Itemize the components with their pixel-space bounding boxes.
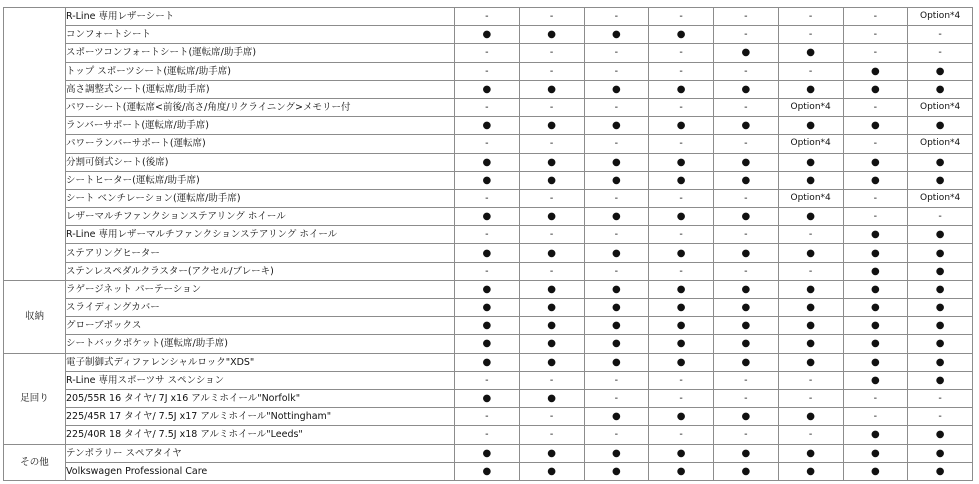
value-cell: ●	[908, 353, 973, 371]
value-cell: ●	[519, 153, 584, 171]
value-cell: ●	[584, 444, 649, 462]
value-cell: -	[714, 389, 779, 407]
value-cell: ●	[714, 44, 779, 62]
value-cell: -	[714, 8, 779, 26]
table-row	[4, 280, 973, 298]
feature-cell: ラゲージネット パーテーション	[66, 280, 455, 298]
value-cell: -	[843, 389, 908, 407]
value-cell: -	[778, 371, 843, 389]
value-cell: -	[649, 8, 714, 26]
value-cell: -	[455, 98, 520, 116]
feature-cell: テンポラリー スペアタイヤ	[66, 444, 455, 462]
table-row	[4, 444, 973, 462]
value-cell: ●	[649, 408, 714, 426]
value-cell: -	[455, 62, 520, 80]
value-cell: -	[455, 426, 520, 444]
value-cell: -	[714, 26, 779, 44]
value-cell: Option*4	[908, 8, 973, 26]
table-row	[4, 371, 973, 389]
value-cell: ●	[843, 117, 908, 135]
value-cell: ●	[843, 244, 908, 262]
value-cell: ●	[455, 317, 520, 335]
value-cell: ●	[778, 280, 843, 298]
value-cell: ●	[455, 353, 520, 371]
value-cell: ●	[908, 317, 973, 335]
value-cell: ●	[714, 280, 779, 298]
value-cell: ●	[519, 299, 584, 317]
value-cell: ●	[908, 226, 973, 244]
value-cell: ●	[455, 171, 520, 189]
value-cell: -	[519, 8, 584, 26]
feature-cell: Volkswagen Professional Care	[66, 462, 455, 480]
value-cell: ●	[455, 444, 520, 462]
feature-cell: パワーランバーサポート(運転席)	[66, 135, 455, 153]
value-cell: ●	[778, 153, 843, 171]
table-row	[4, 98, 973, 116]
value-cell: -	[584, 262, 649, 280]
value-cell: ●	[908, 153, 973, 171]
table-row	[4, 62, 973, 80]
value-cell: -	[455, 44, 520, 62]
value-cell: ●	[455, 335, 520, 353]
value-cell: ●	[843, 80, 908, 98]
value-cell: ●	[584, 353, 649, 371]
value-cell: ●	[649, 80, 714, 98]
value-cell: -	[778, 389, 843, 407]
value-cell: ●	[778, 171, 843, 189]
value-cell: -	[843, 8, 908, 26]
value-cell: ●	[519, 462, 584, 480]
feature-cell: R-Line 専用レザーシート	[66, 8, 455, 26]
feature-cell: レザーマルチファンクションステアリング ホイール	[66, 208, 455, 226]
feature-cell: ステンレスペダルクラスター(アクセル/ブレーキ)	[66, 262, 455, 280]
feature-cell: グローブボックス	[66, 317, 455, 335]
value-cell: ●	[778, 299, 843, 317]
category-cell: 足回り	[4, 353, 66, 444]
table-row	[4, 226, 973, 244]
category-cell: 収納	[4, 280, 66, 353]
value-cell: ●	[908, 444, 973, 462]
value-cell: ●	[778, 244, 843, 262]
value-cell: -	[908, 44, 973, 62]
value-cell: ●	[455, 26, 520, 44]
category-cell: その他	[4, 444, 66, 480]
value-cell: ●	[519, 280, 584, 298]
value-cell: ●	[908, 426, 973, 444]
table-row	[4, 353, 973, 371]
value-cell: ●	[649, 317, 714, 335]
table-row	[4, 208, 973, 226]
value-cell: ●	[908, 62, 973, 80]
value-cell: -	[908, 389, 973, 407]
value-cell: ●	[584, 280, 649, 298]
value-cell: ●	[584, 408, 649, 426]
feature-cell: ランバーサポート(運転席/助手席)	[66, 117, 455, 135]
feature-cell: シート ベンチレーション(運転席/助手席)	[66, 189, 455, 207]
table-row	[4, 244, 973, 262]
feature-cell: シートヒーター(運転席/助手席)	[66, 171, 455, 189]
value-cell: -	[714, 135, 779, 153]
value-cell: ●	[843, 262, 908, 280]
value-cell: ●	[455, 389, 520, 407]
value-cell: -	[714, 426, 779, 444]
category-cell	[4, 8, 66, 281]
value-cell: -	[843, 98, 908, 116]
table-row	[4, 262, 973, 280]
value-cell: -	[455, 226, 520, 244]
value-cell: -	[584, 426, 649, 444]
value-cell: -	[778, 226, 843, 244]
value-cell: ●	[455, 153, 520, 171]
value-cell: ●	[649, 244, 714, 262]
feature-cell: トップ スポーツシート(運転席/助手席)	[66, 62, 455, 80]
table-row	[4, 317, 973, 335]
value-cell: -	[649, 389, 714, 407]
value-cell: -	[649, 262, 714, 280]
value-cell: ●	[584, 244, 649, 262]
value-cell: -	[649, 371, 714, 389]
value-cell: ●	[714, 353, 779, 371]
value-cell: ●	[714, 462, 779, 480]
value-cell: ●	[455, 117, 520, 135]
value-cell: ●	[714, 408, 779, 426]
value-cell: Option*4	[908, 98, 973, 116]
table-row	[4, 389, 973, 407]
feature-cell: 電子制御式ディファレンシャルロック"XDS"	[66, 353, 455, 371]
value-cell: -	[519, 371, 584, 389]
value-cell: -	[843, 208, 908, 226]
value-cell: ●	[519, 208, 584, 226]
table-row	[4, 8, 973, 26]
feature-cell: 205/55R 16 タイヤ/ 7J x16 アルミホイール"Norfolk"	[66, 389, 455, 407]
value-cell: ●	[519, 26, 584, 44]
value-cell: Option*4	[778, 189, 843, 207]
value-cell: ●	[649, 153, 714, 171]
value-cell: -	[714, 262, 779, 280]
value-cell: ●	[778, 44, 843, 62]
value-cell: ●	[455, 462, 520, 480]
value-cell: -	[908, 408, 973, 426]
value-cell: ●	[649, 335, 714, 353]
value-cell: ●	[714, 299, 779, 317]
value-cell: ●	[778, 208, 843, 226]
value-cell: ●	[778, 317, 843, 335]
value-cell: ●	[649, 280, 714, 298]
value-cell: ●	[908, 80, 973, 98]
feature-cell: 225/45R 17 タイヤ/ 7.5J x17 アルミホイール"Nottingham"	[66, 408, 455, 426]
value-cell: ●	[843, 226, 908, 244]
feature-cell: 高さ調整式シート(運転席/助手席)	[66, 80, 455, 98]
table-row	[4, 299, 973, 317]
value-cell: -	[584, 44, 649, 62]
value-cell: ●	[714, 444, 779, 462]
value-cell: -	[519, 135, 584, 153]
table-row	[4, 426, 973, 444]
value-cell: ●	[714, 153, 779, 171]
value-cell: -	[649, 226, 714, 244]
value-cell: ●	[778, 408, 843, 426]
value-cell: ●	[778, 444, 843, 462]
value-cell: ●	[584, 80, 649, 98]
feature-cell: シートバックポケット(運転席/助手席)	[66, 335, 455, 353]
value-cell: -	[714, 189, 779, 207]
value-cell: -	[714, 62, 779, 80]
value-cell: ●	[908, 244, 973, 262]
value-cell: ●	[584, 299, 649, 317]
value-cell: ●	[714, 117, 779, 135]
value-cell: ●	[908, 280, 973, 298]
value-cell: ●	[519, 317, 584, 335]
value-cell: ●	[714, 317, 779, 335]
feature-cell: パワーシート(運転席<前後/高さ/角度/リクライニング>メモリー付	[66, 98, 455, 116]
feature-cell: スライディングカバー	[66, 299, 455, 317]
value-cell: ●	[843, 299, 908, 317]
table-row	[4, 335, 973, 353]
value-cell: -	[455, 371, 520, 389]
value-cell: -	[455, 8, 520, 26]
value-cell: ●	[778, 80, 843, 98]
value-cell: Option*4	[908, 135, 973, 153]
table-row	[4, 153, 973, 171]
value-cell: ●	[714, 171, 779, 189]
value-cell: ●	[843, 353, 908, 371]
value-cell: ●	[908, 262, 973, 280]
value-cell: -	[778, 26, 843, 44]
value-cell: -	[843, 135, 908, 153]
value-cell: ●	[843, 62, 908, 80]
value-cell: -	[649, 98, 714, 116]
feature-cell: 分割可倒式シート(後席)	[66, 153, 455, 171]
value-cell: -	[843, 26, 908, 44]
value-cell: ●	[519, 244, 584, 262]
value-cell: -	[584, 98, 649, 116]
value-cell: -	[519, 62, 584, 80]
feature-cell: R-Line 専用スポーツサ スペンション	[66, 371, 455, 389]
feature-cell: R-Line 専用レザーマルチファンクションステアリング ホイール	[66, 226, 455, 244]
value-cell: ●	[649, 26, 714, 44]
table-row	[4, 171, 973, 189]
value-cell: ●	[519, 353, 584, 371]
value-cell: ●	[908, 171, 973, 189]
value-cell: ●	[714, 335, 779, 353]
value-cell: ●	[843, 317, 908, 335]
feature-cell: スポーツコンフォートシート(運転席/助手席)	[66, 44, 455, 62]
value-cell: ●	[455, 280, 520, 298]
value-cell: ●	[908, 117, 973, 135]
value-cell: ●	[584, 117, 649, 135]
value-cell: ●	[649, 171, 714, 189]
table-row	[4, 189, 973, 207]
value-cell: -	[584, 8, 649, 26]
spec-table	[3, 7, 973, 481]
value-cell: ●	[778, 117, 843, 135]
value-cell: -	[519, 44, 584, 62]
value-cell: ●	[455, 244, 520, 262]
value-cell: ●	[455, 80, 520, 98]
value-cell: -	[649, 426, 714, 444]
value-cell: ●	[908, 335, 973, 353]
table-row	[4, 80, 973, 98]
value-cell: -	[584, 389, 649, 407]
value-cell: ●	[778, 462, 843, 480]
value-cell: ●	[519, 117, 584, 135]
table-row	[4, 44, 973, 62]
value-cell: -	[584, 189, 649, 207]
value-cell: ●	[908, 371, 973, 389]
feature-cell: 225/40R 18 タイヤ/ 7.5J x18 アルミホイール"Leeds"	[66, 426, 455, 444]
value-cell: -	[519, 98, 584, 116]
value-cell: -	[519, 426, 584, 444]
value-cell: -	[649, 189, 714, 207]
value-cell: -	[455, 189, 520, 207]
value-cell: ●	[519, 80, 584, 98]
value-cell: -	[714, 371, 779, 389]
value-cell: -	[649, 44, 714, 62]
value-cell: -	[778, 8, 843, 26]
table-row	[4, 462, 973, 480]
value-cell: Option*4	[778, 98, 843, 116]
value-cell: -	[908, 208, 973, 226]
feature-cell: コンフォートシート	[66, 26, 455, 44]
value-cell: -	[519, 262, 584, 280]
value-cell: ●	[843, 335, 908, 353]
value-cell: ●	[455, 208, 520, 226]
value-cell: -	[455, 262, 520, 280]
value-cell: ●	[584, 171, 649, 189]
value-cell: ●	[714, 244, 779, 262]
value-cell: ●	[778, 335, 843, 353]
value-cell: ●	[843, 444, 908, 462]
value-cell: -	[519, 408, 584, 426]
value-cell: ●	[584, 335, 649, 353]
value-cell: -	[455, 135, 520, 153]
value-cell: -	[843, 408, 908, 426]
value-cell: -	[584, 135, 649, 153]
value-cell: -	[584, 226, 649, 244]
value-cell: -	[519, 189, 584, 207]
feature-cell: ステアリングヒーター	[66, 244, 455, 262]
value-cell: ●	[843, 153, 908, 171]
value-cell: -	[584, 62, 649, 80]
value-cell: -	[649, 135, 714, 153]
value-cell: Option*4	[778, 135, 843, 153]
value-cell: -	[455, 408, 520, 426]
table-row	[4, 117, 973, 135]
value-cell: ●	[714, 208, 779, 226]
value-cell: ●	[649, 353, 714, 371]
value-cell: ●	[649, 299, 714, 317]
value-cell: ●	[584, 26, 649, 44]
value-cell: ●	[584, 153, 649, 171]
value-cell: ●	[908, 462, 973, 480]
value-cell: ●	[908, 299, 973, 317]
table-row	[4, 135, 973, 153]
value-cell: ●	[584, 462, 649, 480]
value-cell: -	[908, 26, 973, 44]
value-cell: ●	[843, 280, 908, 298]
value-cell: -	[778, 262, 843, 280]
value-cell: ●	[649, 444, 714, 462]
value-cell: ●	[649, 117, 714, 135]
value-cell: ●	[714, 80, 779, 98]
value-cell: ●	[519, 444, 584, 462]
value-cell: -	[778, 62, 843, 80]
value-cell: -	[843, 44, 908, 62]
value-cell: -	[843, 189, 908, 207]
value-cell: -	[714, 98, 779, 116]
value-cell: ●	[649, 208, 714, 226]
spec-table-body	[4, 8, 973, 481]
value-cell: ●	[455, 299, 520, 317]
value-cell: Option*4	[908, 189, 973, 207]
value-cell: ●	[778, 353, 843, 371]
value-cell: ●	[584, 208, 649, 226]
value-cell: ●	[519, 335, 584, 353]
value-cell: ●	[649, 462, 714, 480]
value-cell: ●	[843, 171, 908, 189]
value-cell: -	[649, 62, 714, 80]
value-cell: ●	[843, 426, 908, 444]
table-row	[4, 26, 973, 44]
value-cell: ●	[843, 371, 908, 389]
value-cell: ●	[843, 462, 908, 480]
value-cell: ●	[584, 317, 649, 335]
value-cell: ●	[519, 171, 584, 189]
table-row	[4, 408, 973, 426]
value-cell: -	[778, 426, 843, 444]
value-cell: ●	[519, 389, 584, 407]
value-cell: -	[519, 226, 584, 244]
value-cell: -	[714, 226, 779, 244]
value-cell: -	[584, 371, 649, 389]
